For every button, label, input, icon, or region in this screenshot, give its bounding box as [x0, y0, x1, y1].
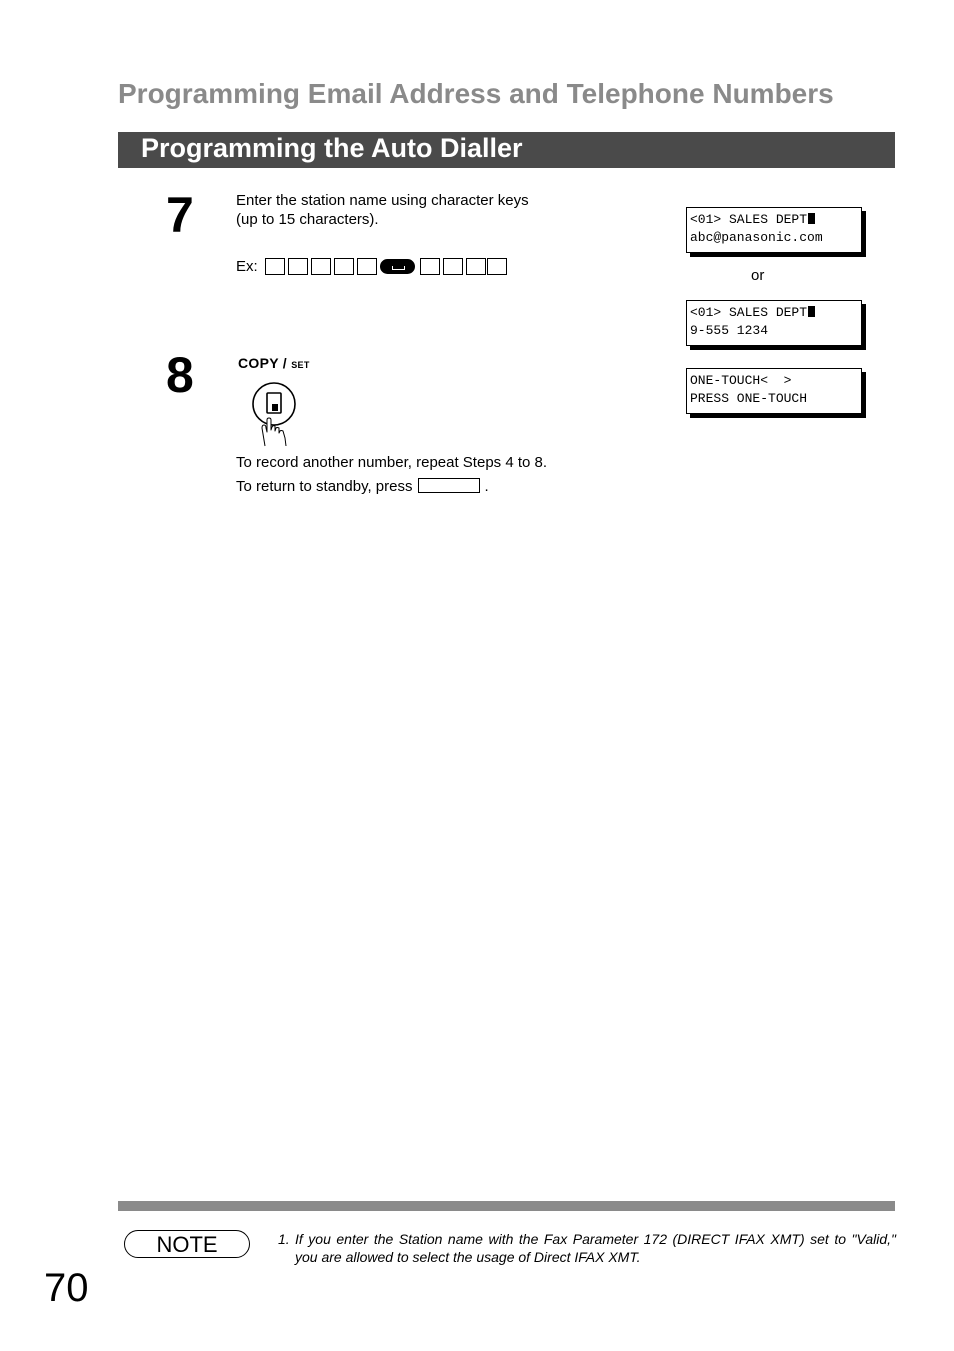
step-7-instruction-line2: (up to 15 characters).	[236, 211, 379, 228]
step-8-number: 8	[166, 347, 194, 403]
lcd-line-1: <01> SALES DEPT	[690, 212, 815, 227]
note-item-text: If you enter the Station name with the Fax Parameter 172 (DIRECT IFAX XMT) set to "Valid," you are allowed to select the usage of Direct IFAX XMT.	[295, 1231, 896, 1265]
lcd-line-1: <01> SALES DEPT	[690, 305, 815, 320]
footer-rule	[118, 1201, 895, 1211]
character-key	[288, 258, 308, 275]
chapter-title: Programming Email Address and Telephone Numbers	[118, 78, 834, 109]
character-key	[357, 258, 377, 275]
stop-key-box	[418, 478, 480, 493]
character-key	[334, 258, 354, 275]
step-7-number: 7	[166, 187, 194, 243]
example-prefix: Ex:	[236, 258, 258, 275]
lcd-line-2: PRESS ONE-TOUCH	[690, 391, 808, 406]
space-key	[380, 259, 415, 274]
character-key	[420, 258, 440, 275]
or-text: or	[751, 267, 765, 284]
cursor-block-icon	[808, 306, 815, 317]
section-header-bar	[118, 132, 895, 168]
lcd-line-2: abc@panasonic.com	[690, 230, 823, 245]
cursor-block-icon	[808, 213, 815, 224]
copy-set-key-label: COPY / SET	[238, 355, 310, 371]
space-icon	[392, 266, 405, 270]
note-label: NOTE	[124, 1230, 250, 1258]
character-key	[466, 258, 486, 275]
lcd-display-phone	[686, 300, 862, 346]
repeat-steps-text: To record another number, repeat Steps 4 to 8.	[236, 454, 548, 471]
character-key	[443, 258, 463, 275]
lcd-display-one-touch	[686, 368, 862, 414]
page-number: 70	[44, 1266, 89, 1310]
character-key	[265, 258, 285, 275]
lcd-display-email	[686, 207, 862, 253]
character-key	[487, 258, 507, 275]
standby-instruction: To return to standby, press .	[236, 478, 489, 495]
section-title: Programming the Auto Dialler	[141, 133, 523, 163]
note-item-number: 1.	[278, 1231, 290, 1247]
lcd-line-1: ONE-TOUCH< >	[690, 373, 792, 388]
lcd-line-2: 9-555 1234	[690, 323, 769, 338]
copy-set-button-press-icon	[248, 378, 300, 448]
character-key	[311, 258, 331, 275]
step-7-instruction-line1: Enter the station name using character keys	[236, 192, 529, 209]
